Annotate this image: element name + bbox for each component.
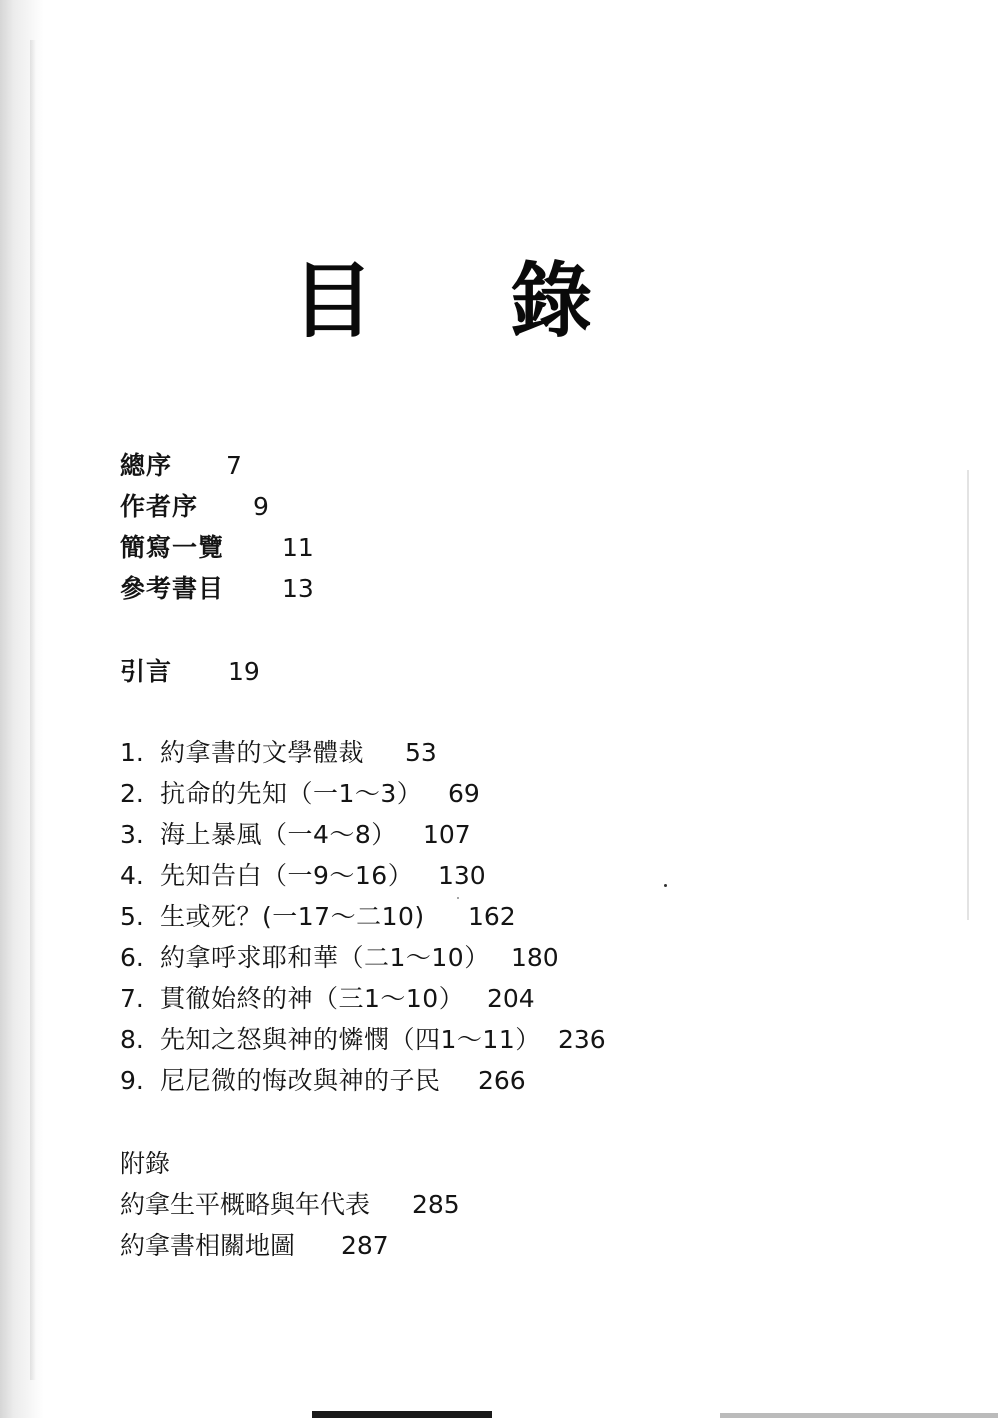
chapter-page: 162 xyxy=(468,902,516,931)
chapter-page: 180 xyxy=(511,943,559,972)
scan-edge-dark xyxy=(312,1411,492,1418)
toc-chapter-3[interactable] xyxy=(120,818,471,852)
toc-appendix-item-1[interactable] xyxy=(120,1188,460,1222)
toc-chapter-4[interactable] xyxy=(120,859,486,893)
toc-chapter-6[interactable] xyxy=(120,941,559,975)
chapter-title: 生或死？(一17～二10) xyxy=(160,902,425,931)
chapter-page: 107 xyxy=(423,820,471,849)
chapter-title: 尼尼微的悔改與神的子民 xyxy=(160,1066,441,1095)
toc-entry-label: 總序 xyxy=(120,451,173,480)
chapter-page: 69 xyxy=(448,779,480,808)
toc-entry-page: 11 xyxy=(282,533,314,562)
appendix-item-page: 287 xyxy=(341,1231,389,1260)
appendix-item-page: 285 xyxy=(412,1190,460,1219)
scan-edge-light xyxy=(720,1413,998,1418)
toc-entry-page: 9 xyxy=(253,492,269,521)
toc-appendix-item-2[interactable] xyxy=(120,1229,389,1263)
toc-entry-label: 參考書目 xyxy=(120,574,225,603)
toc-entry-author-preface[interactable] xyxy=(120,490,269,524)
chapter-number: 7. xyxy=(120,984,144,1013)
chapter-page: 204 xyxy=(487,984,535,1013)
toc-chapter-8[interactable] xyxy=(120,1023,606,1057)
toc-entry-abbreviations[interactable] xyxy=(120,531,314,565)
chapter-title: 先知之怒與神的憐憫（四1～11） xyxy=(160,1025,541,1054)
toc-entry-label: 作者序 xyxy=(120,492,199,521)
chapter-number: 8. xyxy=(120,1025,144,1054)
binding-edge xyxy=(0,0,44,1418)
chapter-number: 1. xyxy=(120,738,144,767)
appendix-heading-label: 附錄 xyxy=(120,1149,171,1178)
toc-entry-page: 13 xyxy=(282,574,314,603)
chapter-title: 約拿呼求耶和華（二1～10） xyxy=(160,943,490,972)
page-edge-line xyxy=(967,470,969,920)
chapter-number: 2. xyxy=(120,779,144,808)
chapter-number: 9. xyxy=(120,1066,144,1095)
chapter-title: 貫徹始終的神（三1～10） xyxy=(160,984,465,1013)
toc-chapter-1[interactable] xyxy=(120,736,437,770)
appendix-heading xyxy=(120,1147,170,1181)
toc-entry-bibliography[interactable] xyxy=(120,572,314,606)
chapter-number: 4. xyxy=(120,861,144,890)
toc-entry-general-preface[interactable] xyxy=(120,449,242,483)
chapter-title: 約拿書的文學體裁 xyxy=(160,738,365,767)
chapter-page: 266 xyxy=(478,1066,526,1095)
chapter-page: 53 xyxy=(405,738,437,767)
page-title: 目 錄 xyxy=(291,254,647,349)
toc-entry-label: 引言 xyxy=(120,657,173,686)
chapter-number: 6. xyxy=(120,943,144,972)
toc-entry-introduction[interactable] xyxy=(120,655,260,689)
chapter-page: 130 xyxy=(438,861,486,890)
chapter-title: 抗命的先知（一1～3） xyxy=(160,779,423,808)
scan-speck xyxy=(664,884,667,887)
toc-chapter-5[interactable] xyxy=(120,900,516,934)
chapter-number: 5. xyxy=(120,902,144,931)
chapter-number: 3. xyxy=(120,820,144,849)
scan-speck xyxy=(457,897,459,899)
toc-chapter-9[interactable] xyxy=(120,1064,526,1098)
toc-chapter-7[interactable] xyxy=(120,982,535,1016)
chapter-title: 先知告白（一9～16） xyxy=(160,861,414,890)
toc-entry-page: 7 xyxy=(226,451,242,480)
toc-entry-page: 19 xyxy=(228,657,260,686)
toc-entry-label: 簡寫一覽 xyxy=(120,533,225,562)
chapter-title: 海上暴風（一4～8） xyxy=(160,820,397,849)
appendix-item-label: 約拿生平概略與年代表 xyxy=(120,1190,371,1219)
appendix-item-label: 約拿書相關地圖 xyxy=(120,1231,296,1260)
toc-chapter-2[interactable] xyxy=(120,777,480,811)
chapter-page: 236 xyxy=(558,1025,606,1054)
